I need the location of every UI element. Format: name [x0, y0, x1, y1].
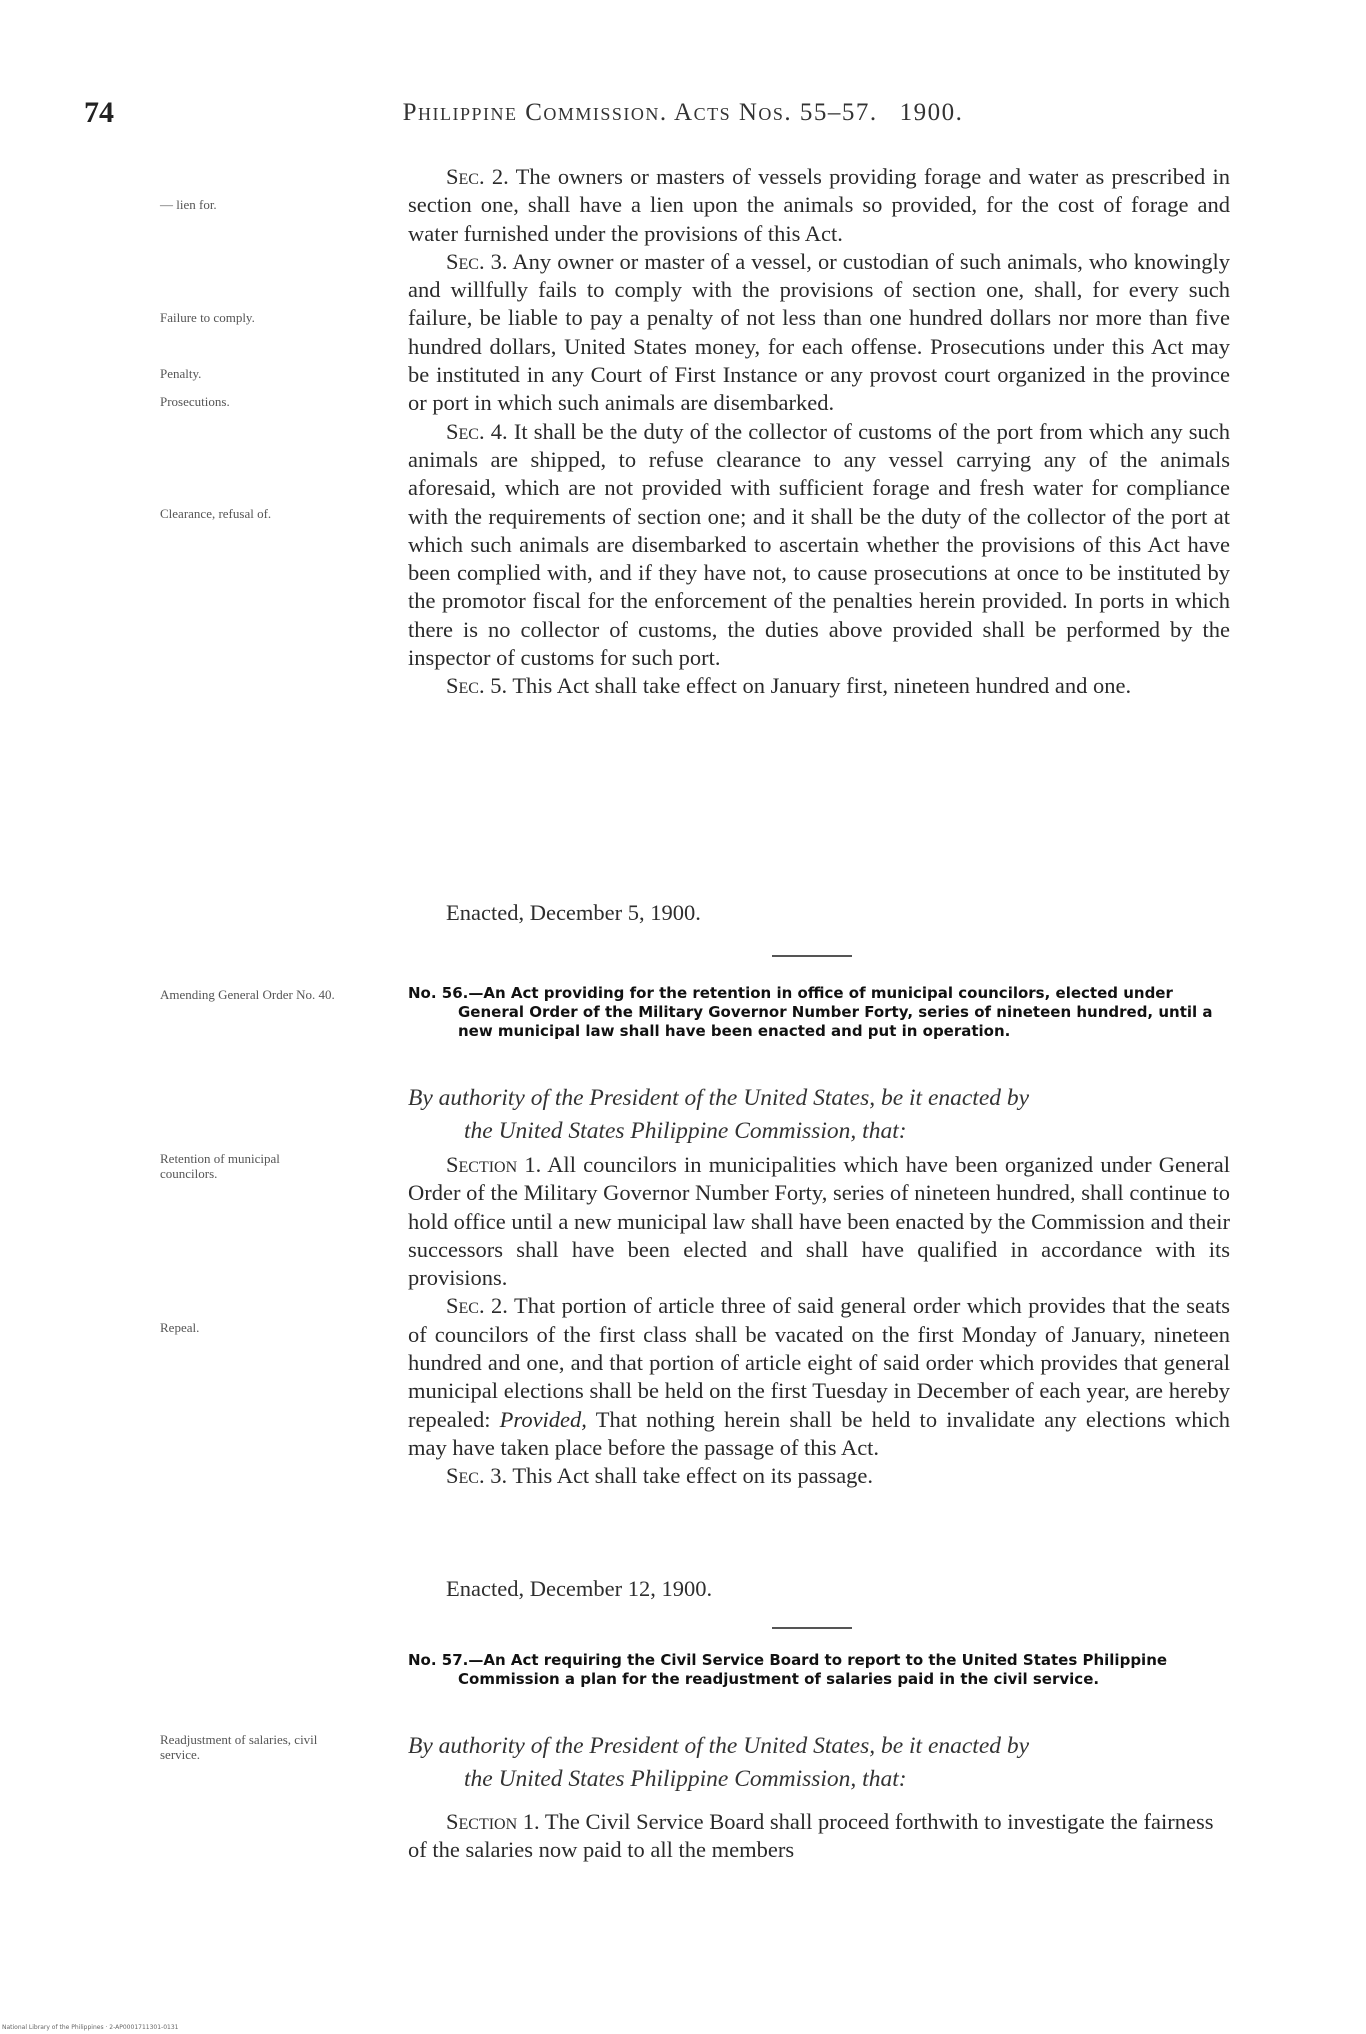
act56-sec1 [408, 1151, 1230, 1292]
section-text: This Act shall take effect on January first, nineteen hundred and one. [512, 673, 1132, 699]
act56-sections [408, 1151, 1230, 1491]
section-text: That portion of article three of said general order which provides that the seats of councilors of the first class shall be vacated on the first Monday of January, nineteen hundred and one, and that portion of article eight of said order which provides that general municipal elections shall be held on the first Tuesday in December of each year, are hereby repealed: [408, 1293, 1230, 1432]
provided-word: Provided, [499, 1406, 587, 1432]
enacting-line-2: the United States Philippine Commission, that: [464, 1766, 907, 1792]
page-number: 74 [84, 96, 114, 129]
margin-note-repeal: Repeal. [160, 1320, 200, 1335]
section-label: Sec. 2. [446, 1293, 508, 1319]
divider-rule [772, 1627, 852, 1629]
enacting-line-1: By authority of the President of the United States, be it enacted by [408, 1085, 1030, 1111]
act56-enacting-clause [408, 1082, 1230, 1148]
margin-note-failure: Failure to comply. [160, 310, 255, 325]
act56-title-text: —An Act providing for the retention in office of municipal councilors, elected under General Order of the Military Governor Number Forty, series of nineteen hundred, until a new municipal law shall have been enacted and put in operation. [458, 984, 1213, 1040]
enacting-line-2: the United States Philippine Commission, that: [464, 1118, 907, 1144]
section-label: Sec. 3. [446, 248, 508, 274]
section-text: The Civil Service Board shall proceed forthwith to investigate the fairness of the salaries now paid to all the members [408, 1809, 1214, 1863]
section-label: Sec. 5. [446, 673, 508, 699]
act55-sec3 [408, 248, 1230, 418]
margin-note-prosecutions: Prosecutions. [160, 394, 230, 409]
act55-sec5 [408, 672, 1230, 700]
section-text: Any owner or master of a vessel, or custodian of such animals, who knowingly and willfully fails to comply with the provisions of section one, shall, for every such failure, be liable to pay a penalty of not less than one hundred dollars nor more than five hundred dollars, United States money, for each offense. Prosecutions under this Act may be instituted in any Court of First Instance or any provost court organized in the province or port in which such animals are disembarked. [408, 248, 1230, 416]
act56-sec3 [408, 1462, 1230, 1490]
running-title: Philippine Commission. Acts Nos. 55–57. [402, 99, 878, 126]
margin-note-readjustment: Readjustment of salaries, civil service. [160, 1732, 318, 1762]
act56-title [408, 984, 1230, 1041]
act57-enacting-clause [408, 1730, 1230, 1796]
section-label: Section 1. [446, 1152, 542, 1177]
running-head [0, 99, 1366, 127]
margin-note-lien: — lien for. [160, 197, 217, 212]
section-label: Sec. 2. [446, 164, 509, 189]
section-label: Section 1. [446, 1809, 540, 1834]
margin-note-penalty: Penalty. [160, 366, 202, 381]
section-label: Sec. 3. [446, 1463, 508, 1489]
enacting-line-1: By authority of the President of the United States, be it enacted by [408, 1733, 1030, 1759]
act55-enacted: Enacted, December 5, 1900. [446, 900, 701, 925]
act57-title [408, 1651, 1230, 1689]
margin-note-amending: Amending General Order No. 40. [160, 987, 335, 1002]
act56-sec2 [408, 1292, 1230, 1462]
section-text: That nothing herein shall be held to invalidate any elections which may have taken place before the passage of this Act. [408, 1406, 1231, 1460]
section-label: Sec. 4. [446, 418, 508, 444]
margin-note-clearance: Clearance, refusal of. [160, 506, 272, 521]
act56-number: No. 56. [408, 984, 469, 1002]
margin-note-retention: Retention of municipal councilors. [160, 1151, 280, 1181]
divider-rule [772, 955, 852, 957]
act57-number: No. 57. [408, 1651, 469, 1669]
section-text: It shall be the duty of the collector of customs of the port from which any such animals are shipped, to refuse clearance to any vessel carrying any of the animals aforesaid, which are not provided with sufficient forage and fresh water for compliance with the requirements of section one; and it shall be the duty of the collector of the port at which such animals are disembarked to ascertain whether the provisions of this Act have been complied with, and if they have not, to cause prosecutions at once to be instituted by the promotor fiscal for the enforcement of the penalties herein provided. In ports in which there is no collector of customs, the duties above provided shall be performed by the inspector of customs for such port. [408, 418, 1230, 671]
running-year: 1900. [899, 99, 964, 126]
section-text: All councilors in municipalities which have been organized under General Order of the Military Governor Number Forty, series of nineteen hundred, shall continue to hold office until a new municipal law shall have been enacted by the Commission and their successors shall have been elected and shall have qualified in accordance with its provisions. [408, 1152, 1230, 1291]
footer-credit: National Library of the Philippines · 2-AP0001711301-0131 [2, 2024, 179, 2031]
act57-title-text: —An Act requiring the Civil Service Board to report to the United States Philippine Commission a plan for the readjustment of salaries paid in the civil service. [458, 1651, 1168, 1688]
act57-sections [408, 1808, 1230, 1865]
section-text: This Act shall take effect on its passage. [512, 1463, 874, 1489]
section-text: The owners or masters of vessels providing forage and water as prescribed in section one, shall have a lien upon the animals so provided, for the cost of forage and water furnished under the provisions of this Act. [408, 164, 1231, 246]
act55-sec4 [408, 418, 1230, 673]
act55-sec2 [408, 163, 1230, 248]
act56-enacted: Enacted, December 12, 1900. [446, 1576, 713, 1601]
act57-sec1 [408, 1808, 1230, 1865]
act55-sections [408, 163, 1230, 701]
